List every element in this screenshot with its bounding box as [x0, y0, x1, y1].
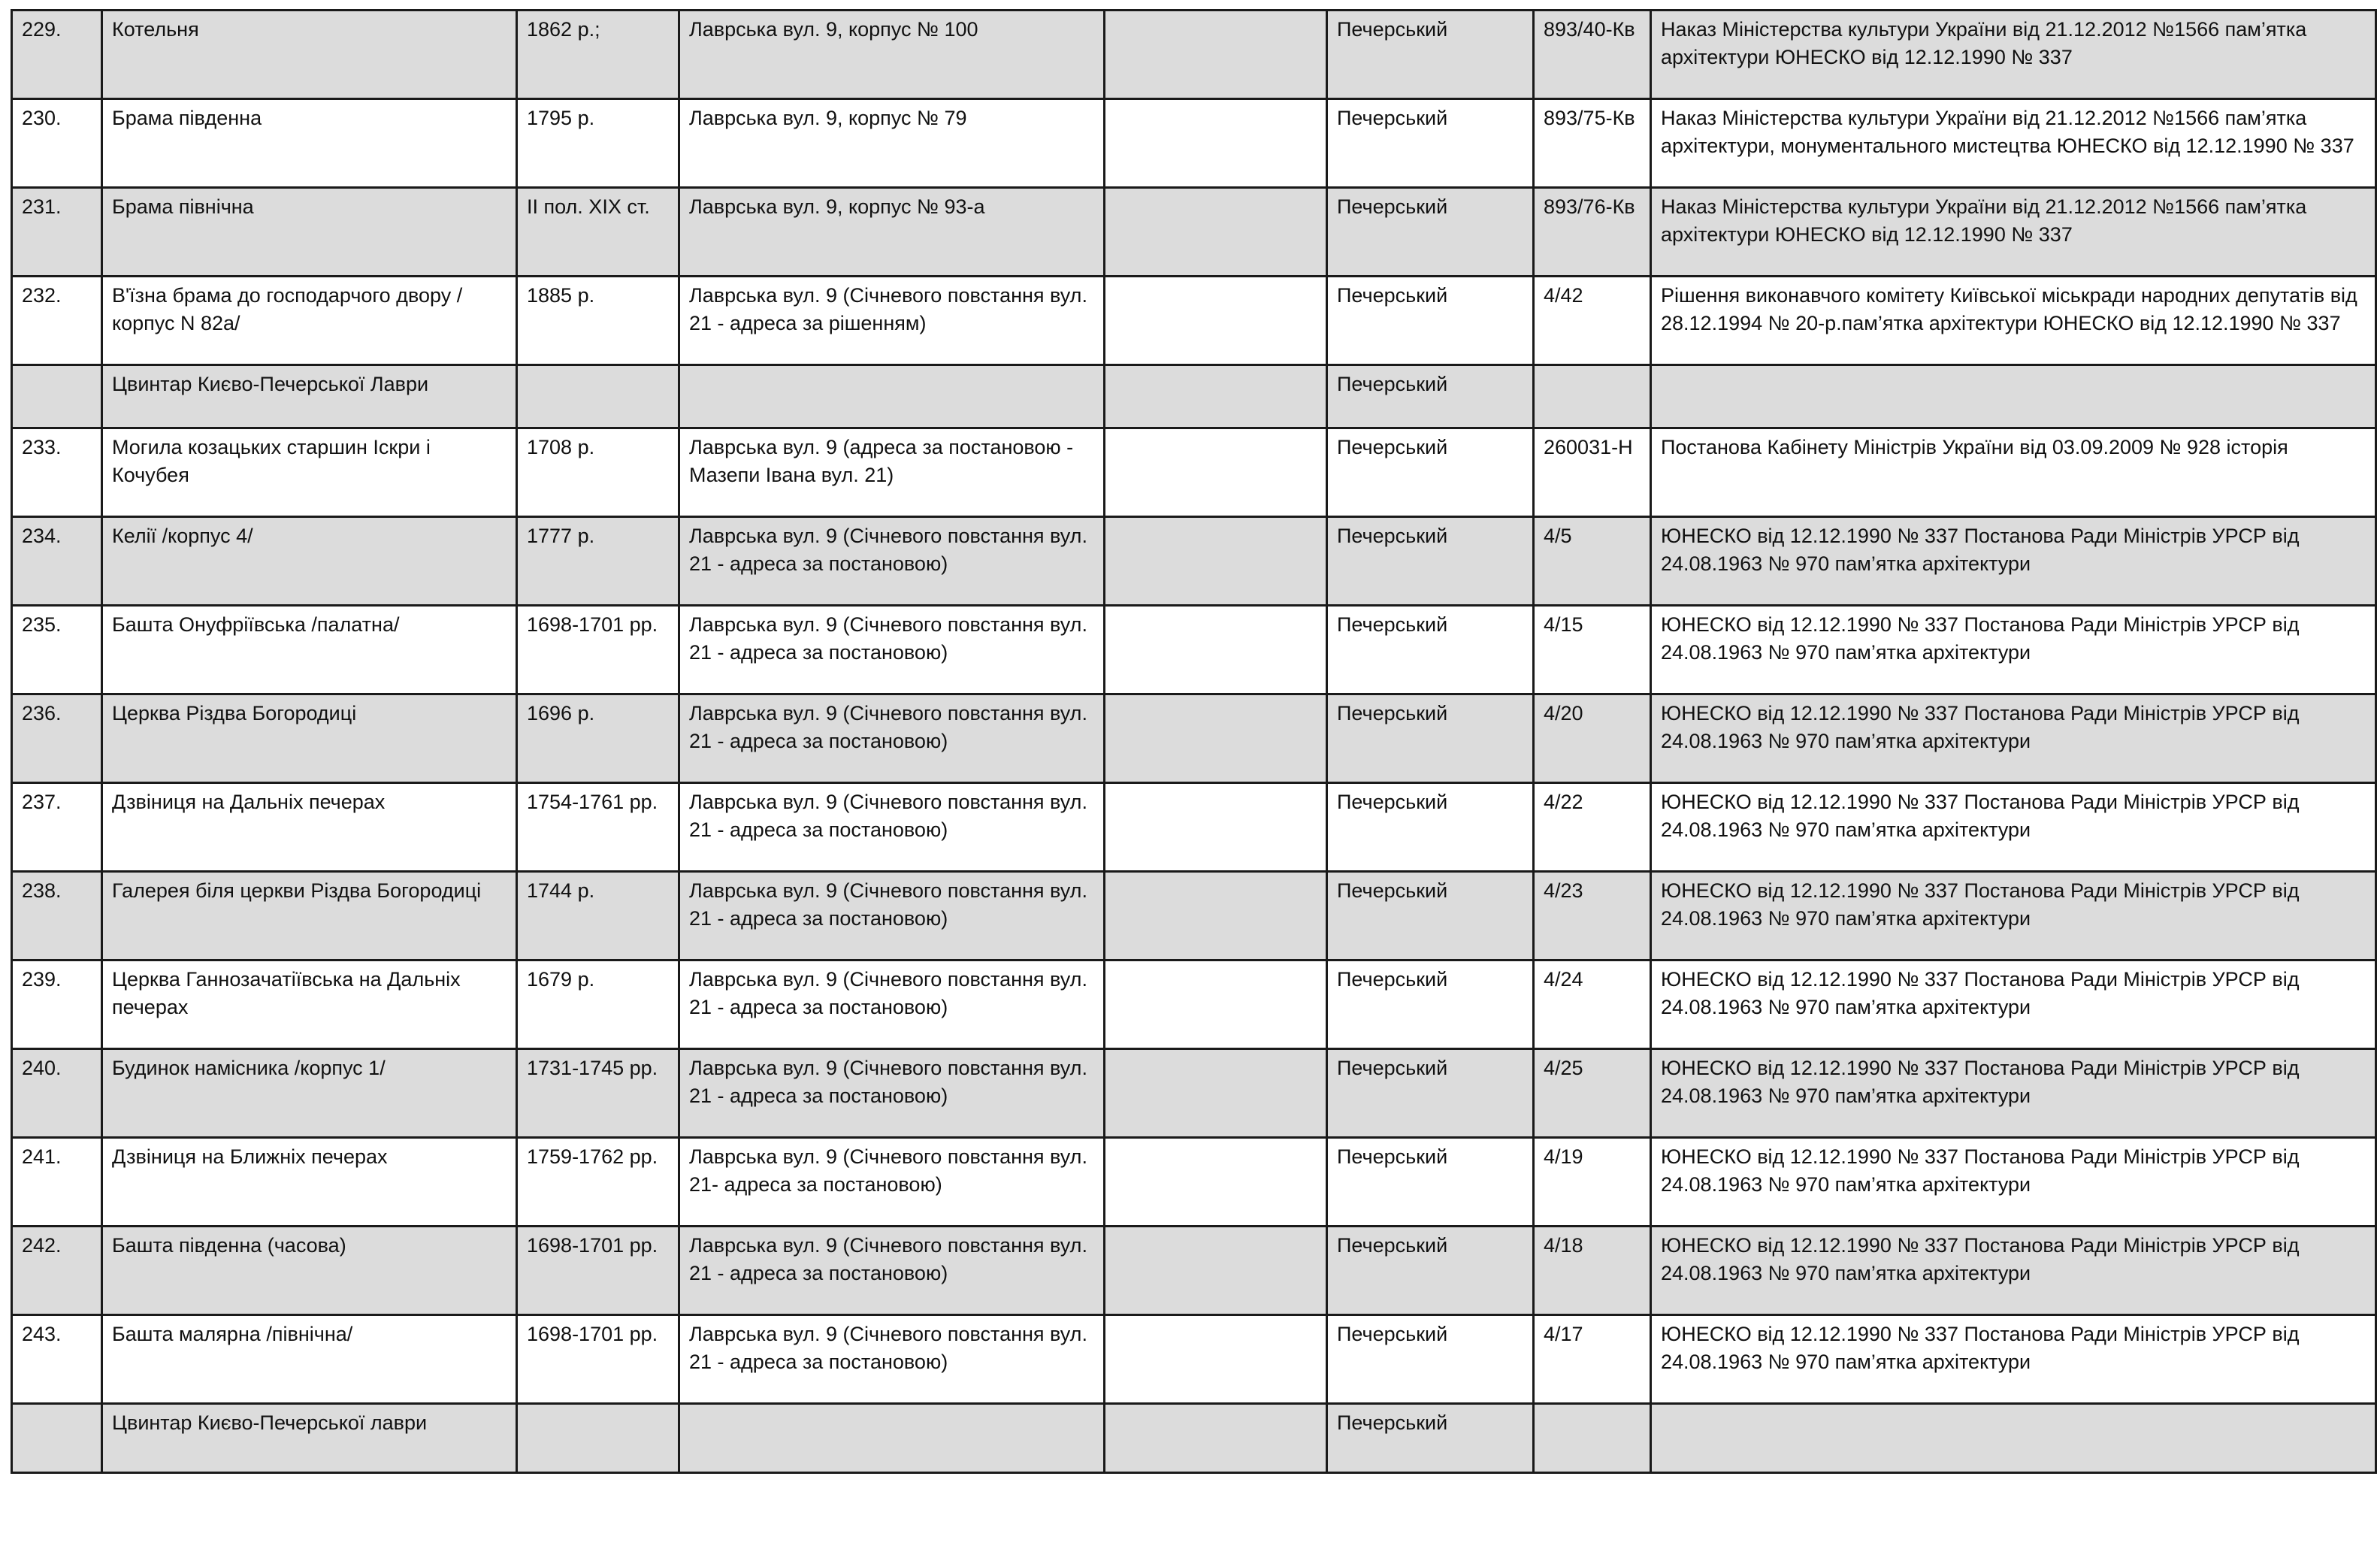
protection-number-cell: 893/40-Кв — [1534, 11, 1651, 99]
row-number-cell — [12, 1404, 102, 1473]
district-cell: Печерський — [1327, 277, 1534, 365]
district-cell: Печерський — [1327, 872, 1534, 960]
construction-date-cell: 1698-1701 рр. — [517, 1315, 679, 1404]
object-name-cell: Церква Ганнозачатіївська на Дальніх печерах — [102, 960, 517, 1049]
table-row — [12, 1138, 2376, 1227]
empty-cell — [1105, 872, 1327, 960]
object-name-cell: Галерея біля церкви Різдва Богородиці — [102, 872, 517, 960]
district-cell: Печерський — [1327, 1049, 1534, 1138]
object-name-cell: Цвинтар Києво-Печерської лаври — [102, 1404, 517, 1473]
legal-document-cell: ЮНЕСКО від 12.12.1990 № 337 Постанова Ради Міністрів УРСР від 24.08.1963 № 970 пам’ятка архітектури — [1651, 1227, 2376, 1315]
protection-number-cell: 4/5 — [1534, 517, 1651, 606]
table-row — [12, 428, 2376, 517]
row-number-cell: 242. — [12, 1227, 102, 1315]
heritage-registry-table — [11, 9, 2377, 1474]
empty-cell — [1105, 277, 1327, 365]
address-cell: Лаврська вул. 9 (Січневого повстання вул. 21 - адреса за постановою) — [679, 606, 1105, 694]
address-cell: Лаврська вул. 9 (Січневого повстання вул. 21 - адреса за постановою) — [679, 1227, 1105, 1315]
row-number-cell: 235. — [12, 606, 102, 694]
legal-document-cell — [1651, 365, 2376, 428]
row-number-cell: 237. — [12, 783, 102, 872]
protection-number-cell: 4/23 — [1534, 872, 1651, 960]
address-cell: Лаврська вул. 9 (Січневого повстання вул. 21 - адреса за постановою) — [679, 517, 1105, 606]
empty-cell — [1105, 188, 1327, 277]
address-cell: Лаврська вул. 9 (Січневого повстання вул. 21 - адреса за постановою) — [679, 960, 1105, 1049]
construction-date-cell: 1754-1761 рр. — [517, 783, 679, 872]
empty-cell — [1105, 960, 1327, 1049]
construction-date-cell: 1696 р. — [517, 694, 679, 783]
table-row — [12, 1227, 2376, 1315]
object-name-cell: Брама південна — [102, 99, 517, 188]
address-cell: Лаврська вул. 9 (Січневого повстання вул. 21 - адреса за постановою) — [679, 1315, 1105, 1404]
object-name-cell: Дзвіниця на Дальніх печерах — [102, 783, 517, 872]
empty-cell — [1105, 694, 1327, 783]
object-name-cell: Церква Різдва Богородиці — [102, 694, 517, 783]
legal-document-cell: ЮНЕСКО від 12.12.1990 № 337 Постанова Ради Міністрів УРСР від 24.08.1963 № 970 пам’ятка архітектури — [1651, 606, 2376, 694]
address-cell — [679, 1404, 1105, 1473]
table-row — [12, 99, 2376, 188]
empty-cell — [1105, 517, 1327, 606]
protection-number-cell: 893/76-Кв — [1534, 188, 1651, 277]
row-number-cell: 236. — [12, 694, 102, 783]
district-cell: Печерський — [1327, 11, 1534, 99]
district-cell: Печерський — [1327, 1404, 1534, 1473]
legal-document-cell — [1651, 1404, 2376, 1473]
district-cell: Печерський — [1327, 428, 1534, 517]
table-row — [12, 1315, 2376, 1404]
address-cell: Лаврська вул. 9 (Січневого повстання вул. 21 - адреса за постановою) — [679, 694, 1105, 783]
address-cell: Лаврська вул. 9 (Січневого повстання вул. 21 - адреса за постановою) — [679, 1049, 1105, 1138]
table-row — [12, 277, 2376, 365]
construction-date-cell: 1744 р. — [517, 872, 679, 960]
legal-document-cell: ЮНЕСКО від 12.12.1990 № 337 Постанова Ради Міністрів УРСР від 24.08.1963 № 970 пам’ятка архітектури — [1651, 1049, 2376, 1138]
empty-cell — [1105, 783, 1327, 872]
object-name-cell: Башта Онуфріївська /палатна/ — [102, 606, 517, 694]
row-number-cell: 240. — [12, 1049, 102, 1138]
legal-document-cell: Наказ Міністерства культури України від 21.12.2012 №1566 пам’ятка архітектури ЮНЕСКО від 12.12.1990 № 337 — [1651, 188, 2376, 277]
registry-table-body — [12, 11, 2376, 1473]
table-row — [12, 783, 2376, 872]
construction-date-cell: 1777 р. — [517, 517, 679, 606]
empty-cell — [1105, 1227, 1327, 1315]
legal-document-cell: ЮНЕСКО від 12.12.1990 № 337 Постанова Ради Міністрів УРСР від 24.08.1963 № 970 пам’ятка архітектури — [1651, 783, 2376, 872]
table-row — [12, 11, 2376, 99]
address-cell: Лаврська вул. 9 (Січневого повстання вул. 21 - адреса за постановою) — [679, 783, 1105, 872]
address-cell: Лаврська вул. 9 (Січневого повстання вул. 21 - адреса за постановою) — [679, 872, 1105, 960]
protection-number-cell: 4/25 — [1534, 1049, 1651, 1138]
protection-number-cell: 4/42 — [1534, 277, 1651, 365]
protection-number-cell: 4/18 — [1534, 1227, 1651, 1315]
construction-date-cell — [517, 1404, 679, 1473]
legal-document-cell: Наказ Міністерства культури України від 21.12.2012 №1566 пам’ятка архітектури ЮНЕСКО від 12.12.1990 № 337 — [1651, 11, 2376, 99]
construction-date-cell: 1698-1701 рр. — [517, 1227, 679, 1315]
construction-date-cell: 1698-1701 рр. — [517, 606, 679, 694]
construction-date-cell — [517, 365, 679, 428]
protection-number-cell — [1534, 365, 1651, 428]
district-cell: Печерський — [1327, 783, 1534, 872]
protection-number-cell: 4/22 — [1534, 783, 1651, 872]
protection-number-cell: 4/24 — [1534, 960, 1651, 1049]
row-number-cell: 239. — [12, 960, 102, 1049]
row-number-cell: 229. — [12, 11, 102, 99]
row-number-cell: 241. — [12, 1138, 102, 1227]
legal-document-cell: ЮНЕСКО від 12.12.1990 № 337 Постанова Ради Міністрів УРСР від 24.08.1963 № 970 пам’ятка архітектури — [1651, 872, 2376, 960]
empty-cell — [1105, 428, 1327, 517]
protection-number-cell: 4/19 — [1534, 1138, 1651, 1227]
table-row — [12, 872, 2376, 960]
empty-cell — [1105, 11, 1327, 99]
row-number-cell: 238. — [12, 872, 102, 960]
table-row — [12, 188, 2376, 277]
construction-date-cell: 1862 р.; — [517, 11, 679, 99]
protection-number-cell: 4/17 — [1534, 1315, 1651, 1404]
district-cell: Печерський — [1327, 517, 1534, 606]
empty-cell — [1105, 1315, 1327, 1404]
construction-date-cell: 1708 р. — [517, 428, 679, 517]
legal-document-cell: Постанова Кабінету Міністрів України від 03.09.2009 № 928 історія — [1651, 428, 2376, 517]
object-name-cell: Котельня — [102, 11, 517, 99]
protection-number-cell: 260031-Н — [1534, 428, 1651, 517]
district-cell: Печерський — [1327, 606, 1534, 694]
row-number-cell: 231. — [12, 188, 102, 277]
protection-number-cell: 4/15 — [1534, 606, 1651, 694]
table-row — [12, 606, 2376, 694]
construction-date-cell: 1679 р. — [517, 960, 679, 1049]
district-cell: Печерський — [1327, 1315, 1534, 1404]
construction-date-cell: 1731-1745 рр. — [517, 1049, 679, 1138]
row-number-cell: 234. — [12, 517, 102, 606]
address-cell: Лаврська вул. 9 (адреса за постановою - Мазепи Івана вул. 21) — [679, 428, 1105, 517]
construction-date-cell: 1759-1762 рр. — [517, 1138, 679, 1227]
construction-date-cell: ІІ пол. ХІХ ст. — [517, 188, 679, 277]
row-number-cell: 233. — [12, 428, 102, 517]
object-name-cell: Цвинтар Києво-Печерської Лаври — [102, 365, 517, 428]
row-number-cell: 232. — [12, 277, 102, 365]
address-cell: Лаврська вул. 9, корпус № 79 — [679, 99, 1105, 188]
address-cell: Лаврська вул. 9 (Січневого повстання вул. 21 - адреса за рішенням) — [679, 277, 1105, 365]
object-name-cell: Дзвіниця на Ближніх печерах — [102, 1138, 517, 1227]
object-name-cell: Брама північна — [102, 188, 517, 277]
protection-number-cell: 4/20 — [1534, 694, 1651, 783]
address-cell — [679, 365, 1105, 428]
district-cell: Печерський — [1327, 960, 1534, 1049]
row-number-cell: 243. — [12, 1315, 102, 1404]
empty-cell — [1105, 1049, 1327, 1138]
legal-document-cell: ЮНЕСКО від 12.12.1990 № 337 Постанова Ради Міністрів УРСР від 24.08.1963 № 970 пам’ятка архітектури — [1651, 1315, 2376, 1404]
district-cell: Печерський — [1327, 1227, 1534, 1315]
legal-document-cell: Наказ Міністерства культури України від 21.12.2012 №1566 пам’ятка архітектури, монументального мистецтва ЮНЕСКО від 12.12.1990 № 337 — [1651, 99, 2376, 188]
empty-cell — [1105, 365, 1327, 428]
table-row — [12, 517, 2376, 606]
object-name-cell: Келії /корпус 4/ — [102, 517, 517, 606]
object-name-cell: Башта південна (часова) — [102, 1227, 517, 1315]
object-name-cell: Башта малярна /північна/ — [102, 1315, 517, 1404]
address-cell: Лаврська вул. 9 (Січневого повстання вул. 21- адреса за постановою) — [679, 1138, 1105, 1227]
legal-document-cell: ЮНЕСКО від 12.12.1990 № 337 Постанова Ради Міністрів УРСР від 24.08.1963 № 970 пам’ятка архітектури — [1651, 960, 2376, 1049]
district-cell: Печерський — [1327, 99, 1534, 188]
protection-number-cell — [1534, 1404, 1651, 1473]
table-row — [12, 1404, 2376, 1473]
row-number-cell — [12, 365, 102, 428]
empty-cell — [1105, 606, 1327, 694]
table-row — [12, 1049, 2376, 1138]
row-number-cell: 230. — [12, 99, 102, 188]
object-name-cell: Могила козацьких старшин Іскри і Кочубея — [102, 428, 517, 517]
legal-document-cell: Рішення виконавчого комітету Київської міськради народних депутатів від 28.12.1994 № 20-р.пам’ятка архітектури ЮНЕСКО від 12.12.1990 № 337 — [1651, 277, 2376, 365]
table-row — [12, 694, 2376, 783]
address-cell: Лаврська вул. 9, корпус № 93-а — [679, 188, 1105, 277]
protection-number-cell: 893/75-Кв — [1534, 99, 1651, 188]
construction-date-cell: 1885 р. — [517, 277, 679, 365]
empty-cell — [1105, 99, 1327, 188]
district-cell: Печерський — [1327, 365, 1534, 428]
table-row — [12, 960, 2376, 1049]
legal-document-cell: ЮНЕСКО від 12.12.1990 № 337 Постанова Ради Міністрів УРСР від 24.08.1963 № 970 пам’ятка архітектури — [1651, 694, 2376, 783]
district-cell: Печерський — [1327, 694, 1534, 783]
district-cell: Печерський — [1327, 1138, 1534, 1227]
object-name-cell: В'їзна брама до господарчого двору /корпус N 82а/ — [102, 277, 517, 365]
legal-document-cell: ЮНЕСКО від 12.12.1990 № 337 Постанова Ради Міністрів УРСР від 24.08.1963 № 970 пам’ятка архітектури — [1651, 517, 2376, 606]
empty-cell — [1105, 1138, 1327, 1227]
legal-document-cell: ЮНЕСКО від 12.12.1990 № 337 Постанова Ради Міністрів УРСР від 24.08.1963 № 970 пам’ятка архітектури — [1651, 1138, 2376, 1227]
construction-date-cell: 1795 р. — [517, 99, 679, 188]
address-cell: Лаврська вул. 9, корпус № 100 — [679, 11, 1105, 99]
object-name-cell: Будинок намісника /корпус 1/ — [102, 1049, 517, 1138]
district-cell: Печерський — [1327, 188, 1534, 277]
empty-cell — [1105, 1404, 1327, 1473]
table-row — [12, 365, 2376, 428]
